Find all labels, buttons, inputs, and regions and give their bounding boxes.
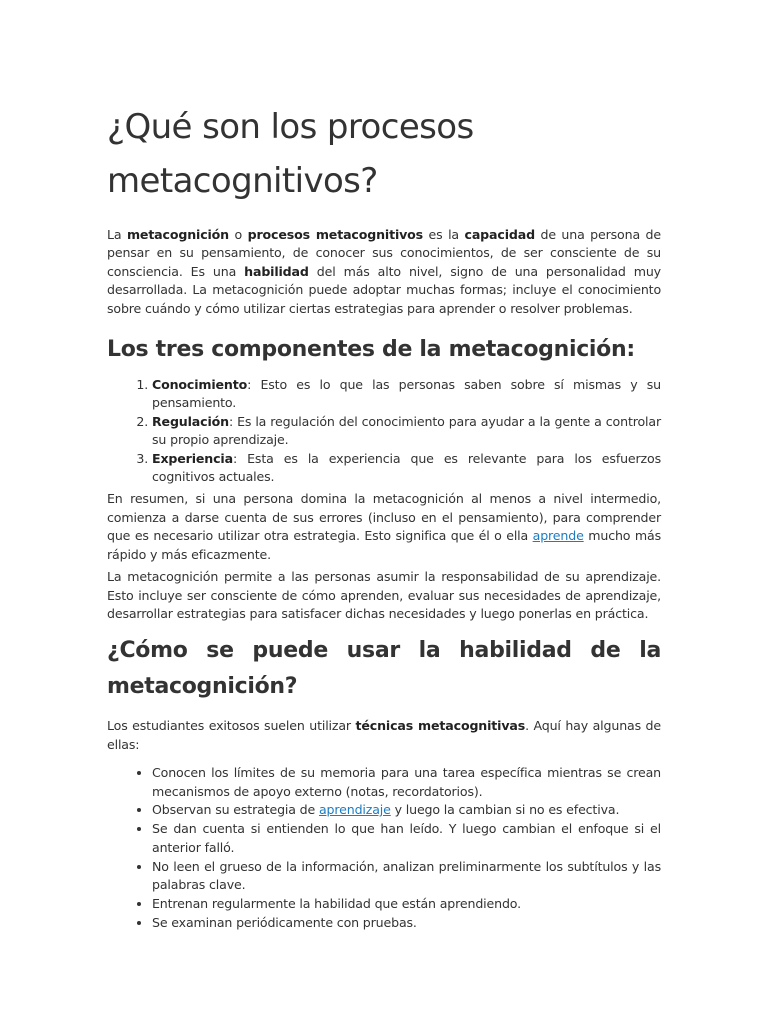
component-term: Conocimiento xyxy=(152,377,248,393)
link-aprende[interactable]: aprende xyxy=(532,528,584,544)
intro-paragraph xyxy=(107,226,661,318)
students-text-1: Los estudiantes exitosos suelen utilizar xyxy=(107,718,356,734)
components-list xyxy=(107,376,661,486)
technique-item: • Entrenan regularmente la habilidad que están aprendiendo. xyxy=(152,895,661,913)
component-text: : Es la regulación del conocimiento para ayudar a la gente a controlar su propio aprendizaje. xyxy=(152,413,661,448)
technique-item: • Se dan cuenta si entienden lo que han leído. Y luego cambian el enfoque si el anterior falló. xyxy=(152,820,661,857)
intro-text-5: del más alto nivel, signo de una personalidad muy desarrollada. La metacognición puede adoptar muchas formas; incluye el conocimiento sobre cuándo y cómo utilizar ciertas estrategias para aprender o resolver problemas. xyxy=(107,263,661,316)
intro-text-4: de una persona de pensar en su pensamiento, de conocer sus conocimientos, de ser consciente de su consciencia. Es una xyxy=(107,227,661,279)
students-bold-tecnicas: técnicas metacognitivas xyxy=(355,718,526,734)
technique-item: • No leen el grueso de la información, analizan preliminarmente los subtítulos y las palabras clave. xyxy=(152,858,661,895)
summary-text-1: En resumen, si una persona domina la metacognición al menos a nivel intermedio, comienza a darse cuenta de sus errores (incluso en el pensamiento), para comprender que es necesario utilizar otra estrategia. Esto significa que él o ella xyxy=(107,491,661,544)
responsibility-paragraph: La metacognición permite a las personas asumir la responsabilidad de su aprendizaje. Esto incluye ser consciente de cómo aprenden, evaluar sus necesidades de aprendizaje, desarrollar estrategias para satisfacer dichas necesidades y luego ponerlas en práctica. xyxy=(107,569,661,621)
intro-bold-procesos: procesos metacognitivos xyxy=(247,227,424,242)
students-text-2: . Aquí hay algunas de ellas: xyxy=(107,718,662,752)
technique-text-pre: Observan su estrategia de xyxy=(152,802,319,818)
components-list-item xyxy=(152,376,661,413)
intro-bold-metacognicion: metacognición xyxy=(126,227,230,242)
intro-bold-capacidad: capacidad xyxy=(464,227,535,242)
technique-item: • Conocen los límites de su memoria para una tarea específica mientras se crean mecanismos de apoyo externo (notas, recordatorios). xyxy=(152,764,661,801)
summary-paragraph xyxy=(107,490,661,564)
students-paragraph xyxy=(107,717,661,754)
techniques-list xyxy=(107,764,661,932)
component-term: Regulación xyxy=(152,413,229,429)
intro-text-2: o xyxy=(229,227,248,242)
document-page xyxy=(107,100,661,936)
component-text: : Esto es lo que las personas saben sobre sí mismas y su pensamiento. xyxy=(152,377,661,411)
intro-bold-habilidad: habilidad xyxy=(244,263,309,279)
technique-text-post: y luego la cambian si no es efectiva. xyxy=(390,802,620,818)
summary-text-2: mucho más rápido y más eficazmente. xyxy=(107,528,661,562)
technique-item xyxy=(152,801,661,819)
components-list-item xyxy=(152,413,661,450)
section-heading-components: Los tres componentes de la metacognición: xyxy=(107,337,635,363)
component-term: Experiencia xyxy=(152,450,233,466)
component-text: : Esta es la experiencia que es relevante para los esfuerzos cognitivos actuales. xyxy=(152,450,661,485)
intro-text-3: es la xyxy=(423,227,465,242)
components-list-item xyxy=(152,450,661,487)
page-title: ¿Qué son los procesos metacognitivos? xyxy=(107,107,474,201)
technique-item: • Se examinan periódicamente con pruebas. xyxy=(152,914,661,932)
link-aprendizaje[interactable]: aprendizaje xyxy=(318,802,391,818)
section-heading-how-to-use: ¿Cómo se puede usar la habilidad de la metacognición? xyxy=(107,638,661,700)
intro-text-1: La xyxy=(107,227,127,242)
